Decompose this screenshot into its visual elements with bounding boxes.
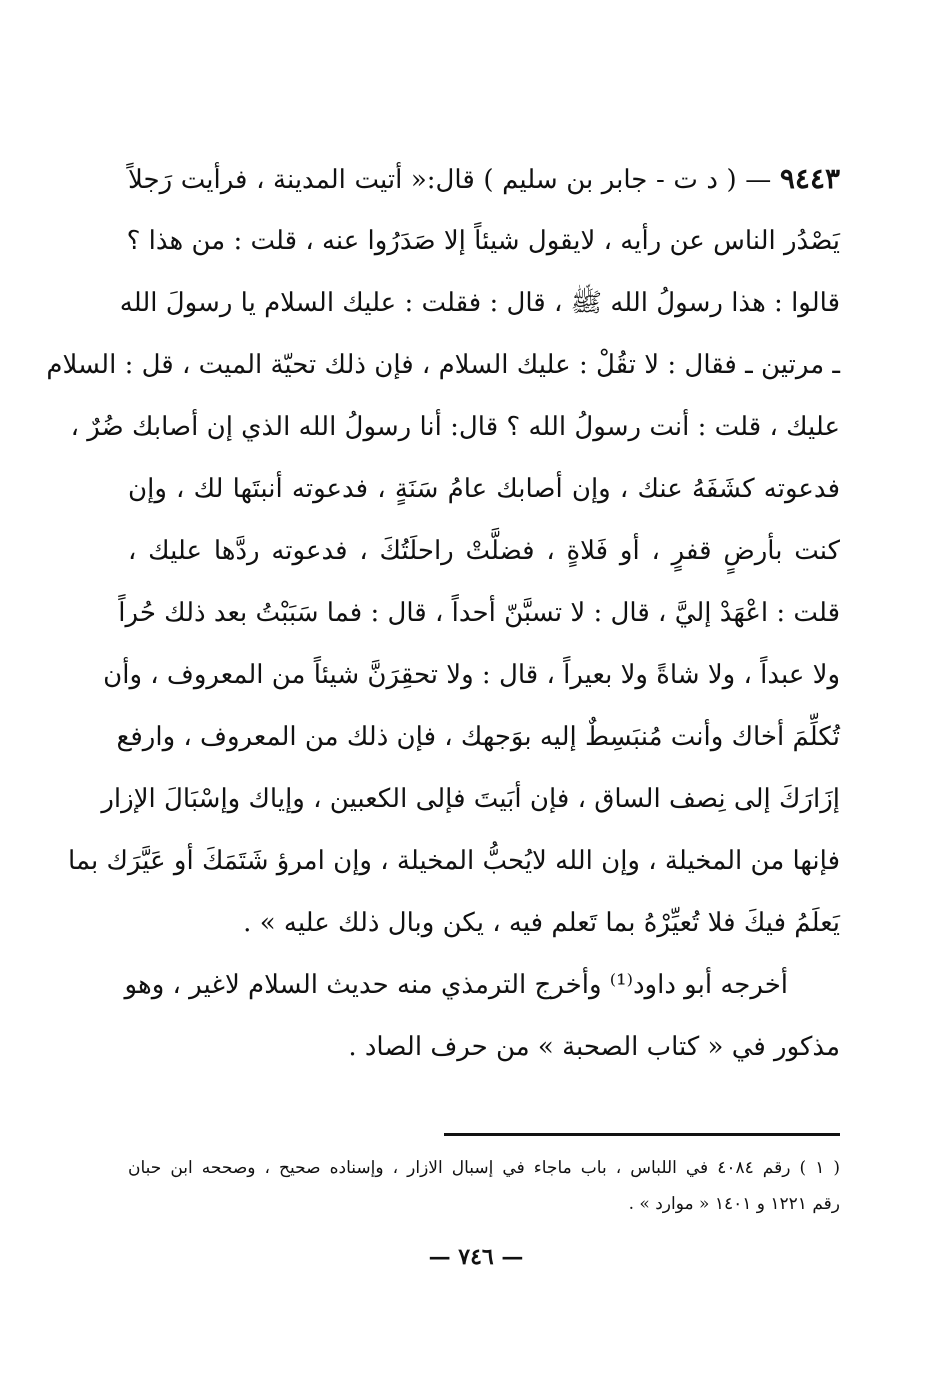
hadith-line-6: فدعوته كشَفَهُ عنك ، وإن أصابك عامُ سَنَةٍ ، فدعوته أنبتَها لك ، وإن xyxy=(128,474,840,504)
hadith-text xyxy=(46,148,841,1078)
commentary-line-2: مذكور في « كتاب الصحبة » من حرف الصاد . xyxy=(348,1032,840,1062)
hadith-line-12: فإنها من المخيلة ، وإن الله لايُحبُّ المخيلة ، وإن امرؤ شَتَمَكَ أو عَيَّرَك بما xyxy=(68,846,840,876)
commentary-line-1: أخرجه أبو داود⁽¹⁾ وأخرج الترمذي منه حديث السلام لاغير ، وهو xyxy=(124,970,788,1000)
hadith-line-4: ـ مرتين ـ فقال : لا تقُلْ : عليك السلام ، فإن ذلك تحيّة الميت ، قل : السلام xyxy=(46,350,840,380)
hadith-line-10: تُكلِّمَ أخاك وأنت مُنبَسِطٌ إليه بوَجهك ، فإن ذلك من المعروف ، وارفع xyxy=(116,722,840,752)
hadith-line-7: كنت بأرضٍ قفرٍ ، أو فَلاةٍ ، فضلَّتْ راحلَتُكَ ، فدعوته ردَّها عليك ، xyxy=(128,536,840,566)
footnote-line-1: ( ١ ) رقم ٤٠٨٤ في اللباس ، باب ماجاء في إسبال الازار ، وإسناده صحيح ، وصححه ابن حبان xyxy=(128,1158,841,1178)
hadith-number: ٩٤٤٣ xyxy=(779,162,841,195)
footnote-block xyxy=(128,1150,840,1222)
hadith-line-2: يَصْدُر الناس عن رأيه ، لايقول شيئاً إلا صَدَرُوا عنه ، قلت : من هذا ؟ xyxy=(126,226,840,256)
hadith-line-11: إزَارَكَ إلى نِصف الساق ، فإن أبَيتَ فإلى الكعبين ، وإياك وإسْبَالَ الإزار xyxy=(101,784,840,814)
hadith-line-8: قلت : اعْهَدْ إليَّ ، قال : لا تسبَّنّ أحداً ، قال : فما سَبَبْتُ بعد ذلك حُراً xyxy=(118,598,840,628)
hadith-line-3: قالوا : هذا رسولُ الله ﷺ ، قال : فقلت : عليك السلام يا رسولَ الله xyxy=(119,288,840,318)
hadith-line-1: ٩٤٤٣ — ( د ت - جابر بن سليم ) قال:« أتيت المدينة ، فرأيت رَجلاً xyxy=(128,162,841,195)
hadith-line-13: يَعلَمُ فيكَ فلا تُعيِّرْهُ بما تَعلم فيه ، يكن وبال ذلك عليه » . xyxy=(243,908,840,938)
hadith-line-5: عليك ، قلت : أنت رسولُ الله ؟ قال: أنا رسولُ الله الذي إن أصابك ضُرٌ ، xyxy=(70,412,840,442)
footnote-divider xyxy=(444,1133,840,1136)
footnote-line-2: رقم ١٢٢١ و ١٤٠١ « موارد » . xyxy=(628,1194,840,1214)
page-number: — ٧٤٦ — xyxy=(428,1244,524,1270)
hadith-line-9: ولا عبداً ، ولا شاةً ولا بعيراً ، قال : ولا تحقِرَنَّ شيئاً من المعروف ، وأن xyxy=(103,660,840,690)
